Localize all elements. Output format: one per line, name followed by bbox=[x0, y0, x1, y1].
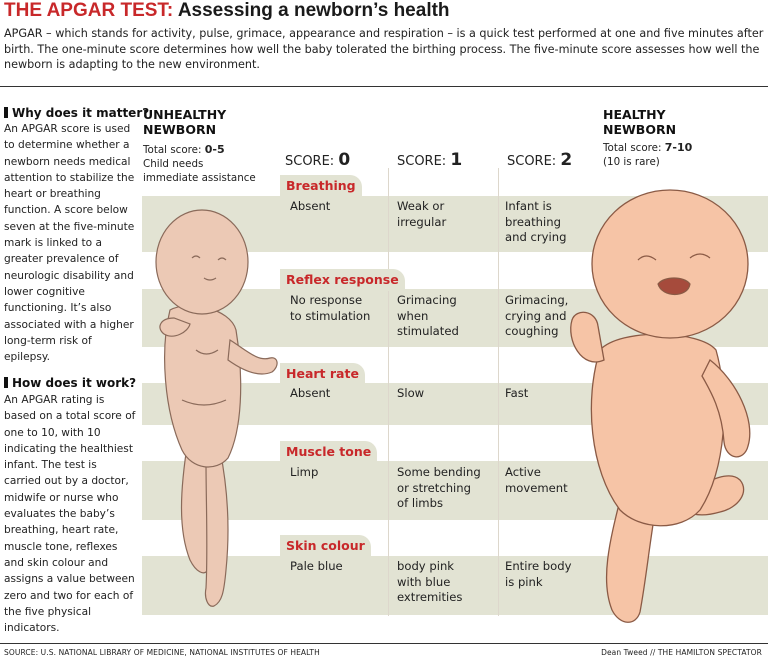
breathing-score-0 bbox=[290, 199, 330, 215]
cell-line: irregular bbox=[397, 214, 447, 229]
cell-line: stimulated bbox=[397, 324, 459, 338]
why-heading bbox=[4, 106, 149, 120]
breathing-score-1 bbox=[397, 199, 446, 230]
how-heading-label: How does it work? bbox=[12, 376, 137, 390]
unhealthy-score-label: Total score: bbox=[143, 144, 205, 156]
cell-line: when bbox=[397, 308, 429, 323]
unhealthy-newborn-illustration bbox=[130, 200, 290, 610]
cell-line: Limp bbox=[290, 465, 319, 479]
cell-line: Fast bbox=[505, 386, 529, 400]
score-label: SCORE: bbox=[397, 154, 451, 169]
cell-line: Entire body bbox=[505, 559, 572, 573]
healthy-note: (10 is rare) bbox=[603, 156, 660, 168]
column-divider bbox=[498, 168, 499, 616]
healthy-score-value: 7-10 bbox=[664, 141, 693, 154]
how-text: An APGAR rating is based on a total score of one to 10, with 10 indicating the healthiest infant. The test is carried out by a doctor, midwife or nurse who evaluates the baby’s breathing, heart rate, muscle tone, reflexes and skin colour and assigns a value between zero and two for each of the five physical indicators. bbox=[4, 394, 136, 635]
header-divider bbox=[0, 86, 768, 87]
cell-line: crying and bbox=[505, 308, 567, 323]
healthy-score-label: Total score: bbox=[603, 142, 665, 154]
page-title bbox=[4, 0, 450, 22]
skin-colour-score-1 bbox=[397, 559, 462, 606]
cell-line: body pink bbox=[397, 559, 455, 573]
source-credit: SOURCE: U.S. NATIONAL LIBRARY OF MEDICINE, NATIONAL INSTITUTES OF HEALTH bbox=[4, 648, 320, 657]
score-value: 2 bbox=[560, 150, 573, 170]
healthy-newborn-illustration bbox=[560, 180, 768, 630]
cell-line: is pink bbox=[505, 574, 543, 589]
muscle-tone-score-2 bbox=[505, 465, 568, 496]
category-breathing: Breathing bbox=[280, 175, 362, 197]
breathing-score-2 bbox=[505, 199, 566, 246]
unhealthy-score-value: 0-5 bbox=[204, 143, 225, 156]
muscle-tone-score-0 bbox=[290, 465, 318, 481]
muscle-tone-score-1 bbox=[397, 465, 481, 512]
cell-line: or stretching bbox=[397, 480, 471, 495]
unhealthy-score bbox=[143, 143, 256, 185]
cell-line: with blue bbox=[397, 574, 451, 589]
healthy-title bbox=[603, 107, 676, 137]
score-label: SCORE: bbox=[507, 154, 561, 169]
footer-divider bbox=[0, 643, 768, 644]
score-value: 0 bbox=[338, 150, 351, 170]
skin-colour-score-2 bbox=[505, 559, 571, 590]
cell-line: Pale blue bbox=[290, 559, 343, 573]
unhealthy-title-line1: UNHEALTHY bbox=[143, 107, 227, 122]
heart-rate-score-2 bbox=[505, 386, 528, 402]
heart-rate-score-0 bbox=[290, 386, 330, 402]
reflex-score-2 bbox=[505, 293, 568, 340]
cell-line: extremities bbox=[397, 590, 463, 604]
healthy-title-line1: HEALTHY bbox=[603, 107, 666, 122]
cell-line: movement bbox=[505, 480, 568, 495]
intro-text: APGAR – which stands for activity, pulse, grimace, appearance and respiration – is a quick test performed at one and five minutes after birth. The one-minute score determines how well the baby tolerated the birthing process. The five-minute score assesses how well the newborn is adapting to the new environment. bbox=[4, 27, 764, 71]
cell-line: Some bending bbox=[397, 465, 481, 479]
category-heart-rate: Heart rate bbox=[280, 363, 365, 385]
cell-line: Weak or bbox=[397, 199, 445, 213]
score-label: SCORE: bbox=[285, 154, 339, 169]
cell-line: Grimacing, bbox=[505, 293, 569, 307]
cell-line: Active bbox=[505, 465, 541, 479]
cell-line: No response bbox=[290, 293, 363, 307]
reflex-score-0 bbox=[290, 293, 370, 324]
title-rest: Assessing a newborn’s health bbox=[173, 0, 450, 21]
how-heading bbox=[4, 376, 136, 390]
cell-line: Slow bbox=[397, 386, 425, 400]
title-accent: THE APGAR TEST: bbox=[4, 0, 174, 21]
author-credit: Dean Tweed // THE HAMILTON SPECTATOR bbox=[601, 648, 762, 657]
unhealthy-title bbox=[143, 107, 226, 137]
cell-line: Absent bbox=[290, 199, 331, 213]
unhealthy-title-line2: NEWBORN bbox=[143, 122, 217, 137]
score-value: 1 bbox=[450, 150, 463, 170]
heart-rate-score-1 bbox=[397, 386, 424, 402]
why-heading-label: Why does it matter? bbox=[12, 106, 150, 120]
cell-line: Infant is bbox=[505, 199, 552, 213]
category-skin-colour: Skin colour bbox=[280, 535, 371, 557]
category-reflex-response: Reflex response bbox=[280, 269, 405, 291]
score-1-header bbox=[397, 150, 462, 170]
score-2-header bbox=[507, 150, 572, 170]
cell-line: Absent bbox=[290, 386, 331, 400]
column-divider bbox=[388, 168, 389, 616]
reflex-score-1 bbox=[397, 293, 459, 340]
healthy-score bbox=[603, 141, 692, 169]
cell-line: breathing bbox=[505, 214, 561, 229]
cell-line: of limbs bbox=[397, 496, 443, 510]
unhealthy-note-line1: Child needs bbox=[143, 158, 204, 170]
cell-line: Grimacing bbox=[397, 293, 457, 307]
category-muscle-tone: Muscle tone bbox=[280, 441, 377, 463]
unhealthy-note-line2: immediate assistance bbox=[143, 172, 256, 184]
skin-colour-score-0 bbox=[290, 559, 343, 575]
score-0-header bbox=[285, 150, 350, 170]
cell-line: coughing bbox=[505, 324, 559, 338]
why-text: An APGAR score is used to determine whether a newborn needs medical attention to stabilize the heart or breathing function. A score below seven at the five-minute mark is linked to a greater prevalence of neurologic disability and lower cognitive functioning. It’s also associated with a higher long-term risk of epilepsy. bbox=[4, 123, 135, 364]
healthy-title-line2: NEWBORN bbox=[603, 122, 677, 137]
cell-line: to stimulation bbox=[290, 308, 371, 323]
cell-line: and crying bbox=[505, 230, 567, 244]
